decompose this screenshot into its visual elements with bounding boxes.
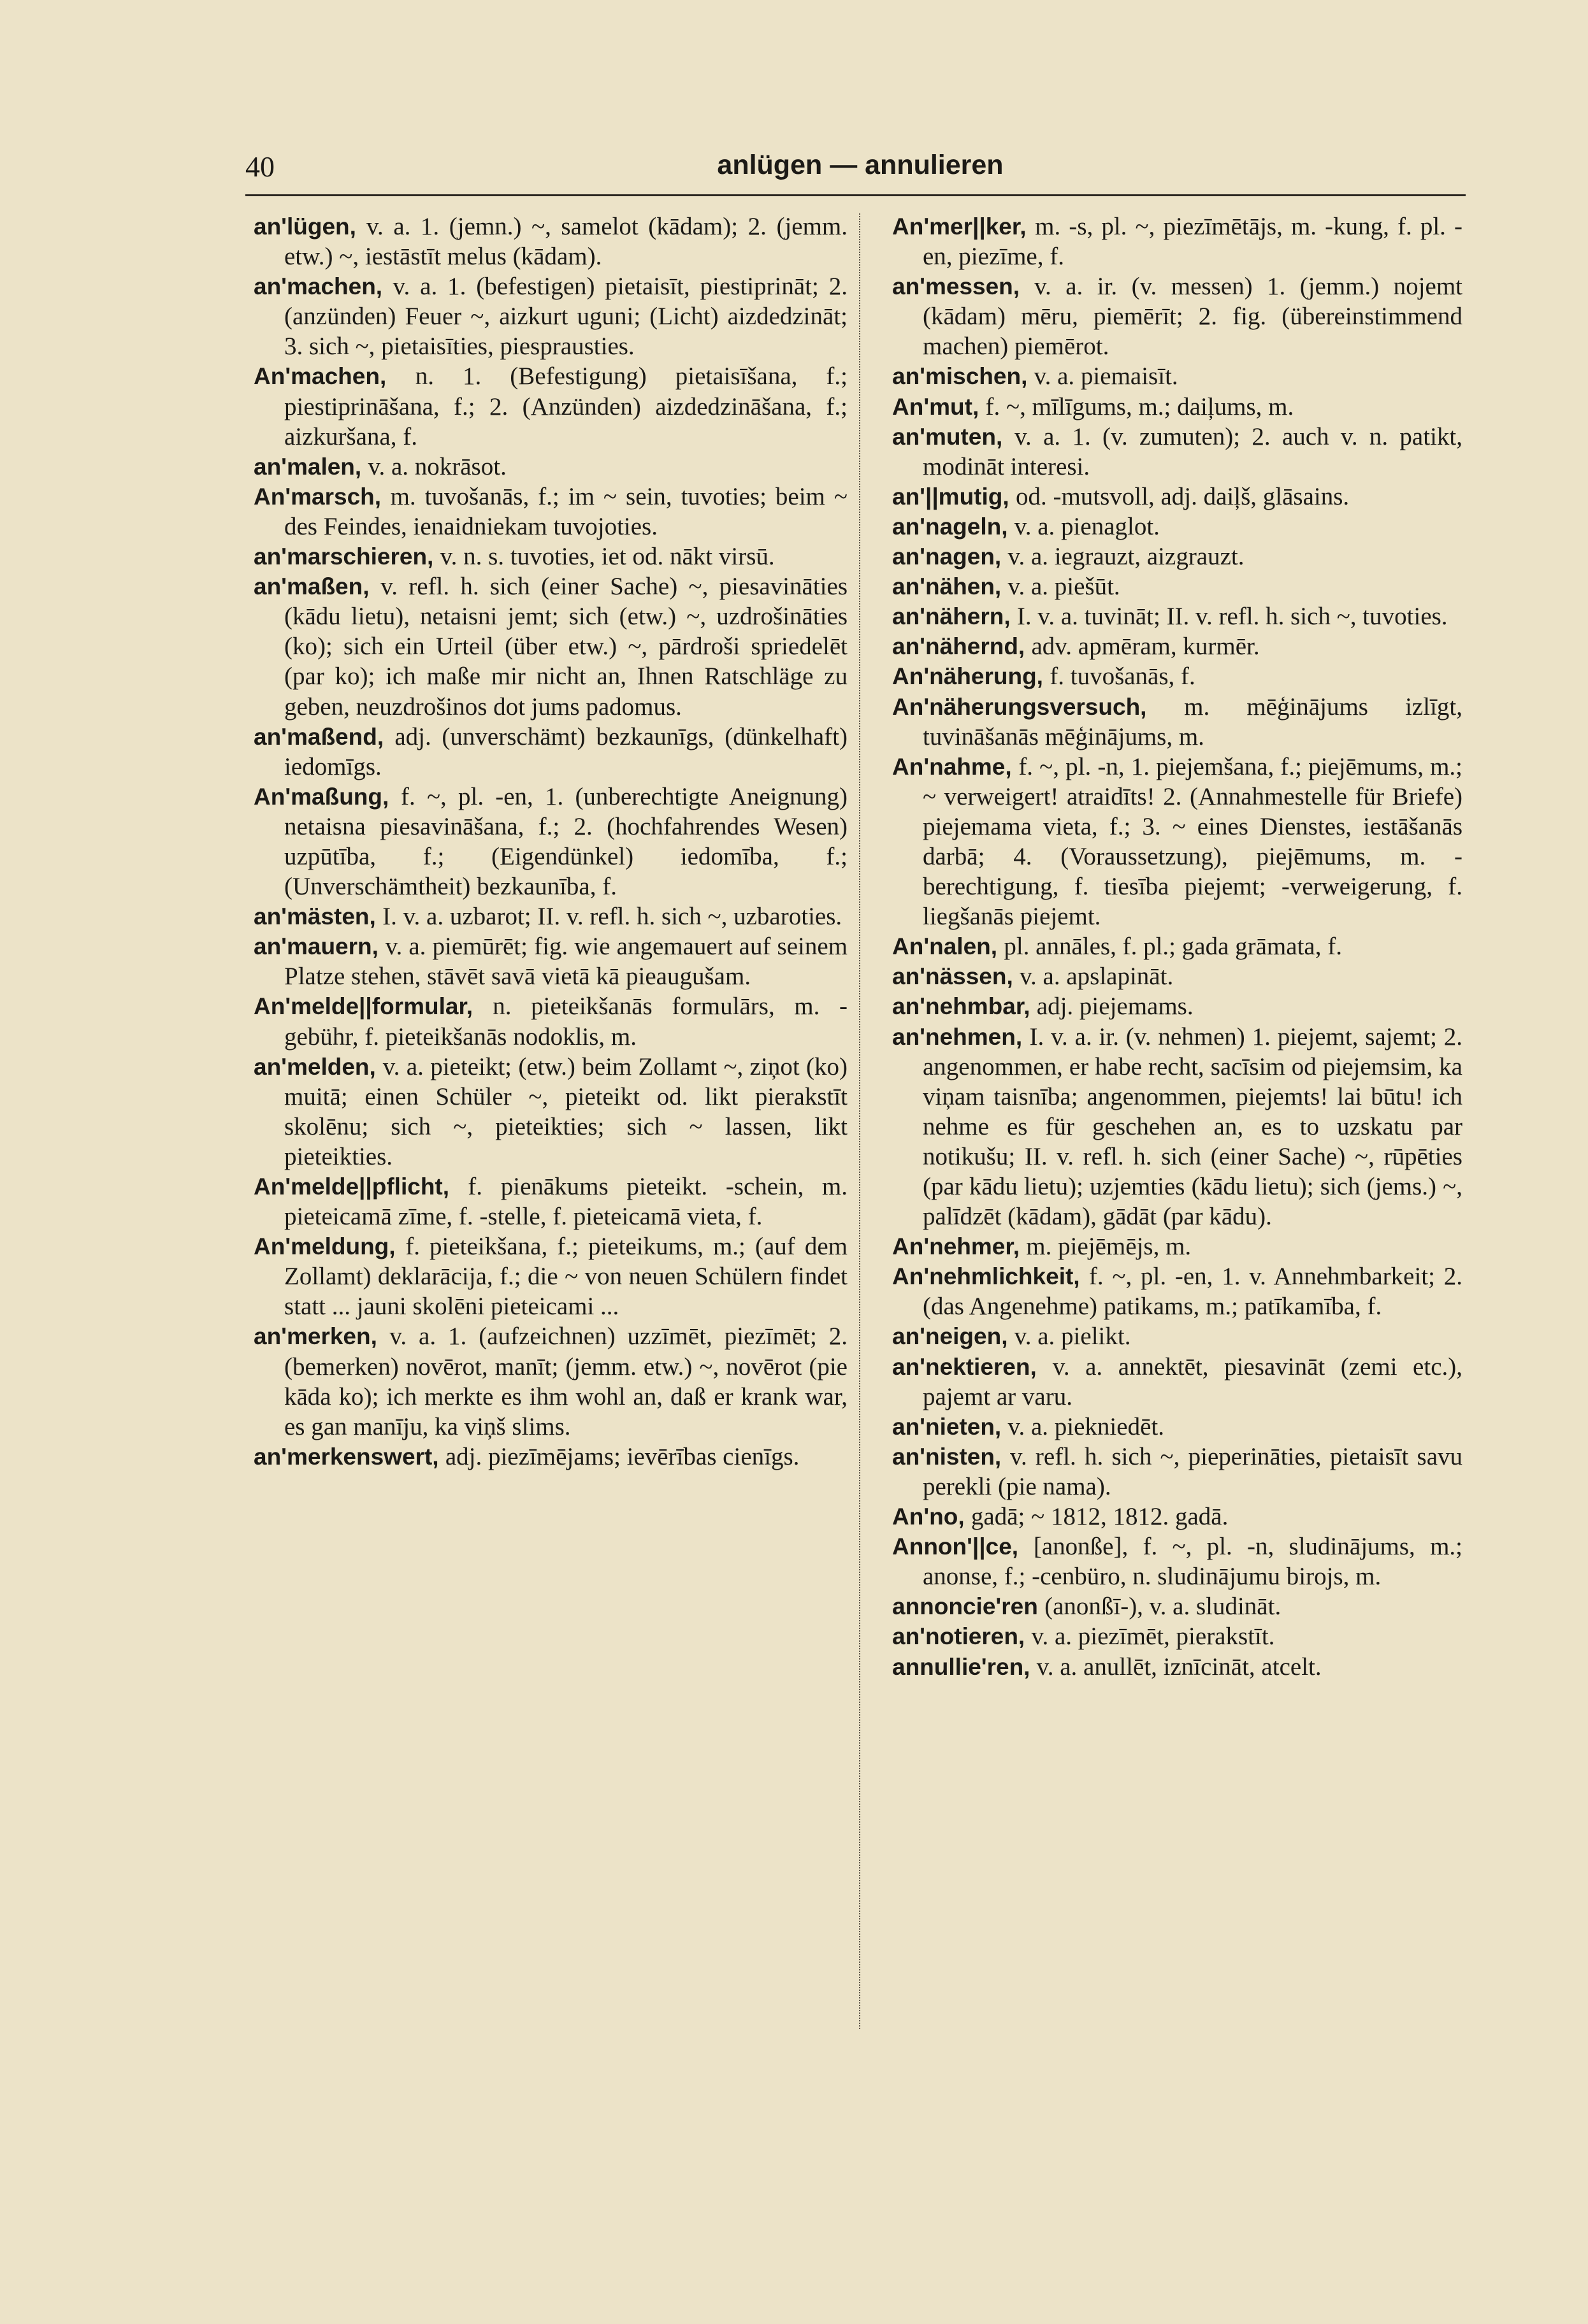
dictionary-entry	[254, 782, 848, 901]
entry-definition: v. n. s. tuvoties, iet od. nākt virsū.	[440, 543, 775, 571]
entry-definition: f. pieteikšana, f.; pieteikums, m.; (auf dem Zollamt) deklarācija, f.; die ~ von neuen Schülern findet statt ... jauni skolēni pieteicami ...	[284, 1233, 848, 1321]
dictionary-entry	[892, 212, 1462, 271]
entry-headword: an'marschieren,	[254, 543, 434, 570]
dictionary-entry	[892, 1502, 1462, 1531]
dictionary-entry	[892, 422, 1462, 482]
entry-definition: I. v. a. ir. (v. nehmen) 1. piejemt, sajemt; 2. angenommen, er habe recht, sacīsim od piejemsim, ka viņam taisnība; angenommen, piejemts! lai būtu! ich nehme es für geschehen an, es to uzskatu par notikušu; II. v. refl. h. sich (einer Sache) ~, rūpēties (par kādu lietu); uzjemties (kādu lietu); sich (jems.) ~, palīdzēt (kādam), gādāt (par kādu).	[923, 1022, 1462, 1231]
column-divider	[859, 213, 860, 2029]
entry-definition: v. a. iegrauzt, aizgrauzt.	[1007, 543, 1245, 571]
dictionary-entry	[892, 631, 1462, 661]
dictionary-entry	[892, 392, 1462, 422]
entry-definition: adj. piezīmējams; ievērības cienīgs.	[445, 1442, 800, 1470]
entry-headword: An'nalen,	[892, 933, 998, 960]
dictionary-entry	[892, 1412, 1462, 1442]
entry-headword: An'näherung,	[892, 663, 1043, 690]
entry-headword: An'maßung,	[254, 783, 389, 810]
entry-definition: m. piejēmējs, m.	[1026, 1233, 1192, 1261]
entry-headword: an'nässen,	[892, 963, 1013, 990]
dictionary-entry	[254, 1172, 848, 1231]
dictionary-entry	[254, 571, 848, 721]
dictionary-entry	[254, 991, 848, 1051]
entry-headword: annoncie'ren	[892, 1593, 1038, 1620]
entry-headword: an'mästen,	[254, 903, 376, 930]
entry-headword: an'messen,	[892, 273, 1020, 300]
entry-headword: an'nähen,	[892, 573, 1002, 600]
entry-definition: f. ~, pl. -en, 1. v. Annehmbarkeit; 2. (das Angenehme) patikams, m.; patīkamība, f.	[923, 1263, 1462, 1321]
entry-definition: f. tuvošanās, f.	[1050, 663, 1195, 691]
dictionary-entry	[892, 1261, 1462, 1321]
entry-headword: an'malen,	[254, 453, 362, 480]
dictionary-entry	[254, 901, 848, 931]
dictionary-entry	[892, 271, 1462, 361]
dictionary-entry	[892, 512, 1462, 542]
right-column	[892, 212, 1462, 1682]
entry-headword: an'maßen,	[254, 573, 370, 600]
running-head: anlügen — annulieren	[717, 150, 1004, 180]
entry-headword: an'nageln,	[892, 513, 1008, 540]
dictionary-entry	[892, 991, 1462, 1021]
entry-headword: an'nisten,	[892, 1443, 1002, 1470]
dictionary-entry	[892, 1231, 1462, 1261]
dictionary-entry	[892, 1591, 1462, 1621]
dictionary-entry	[892, 601, 1462, 631]
dictionary-entry	[892, 1352, 1462, 1412]
entry-headword: an'nehmen,	[892, 1023, 1023, 1050]
entry-definition: n. 1. (Befestigung) pietaisīšana, f.; piestiprināšana, f.; 2. (Anzünden) aizdedzināšana, f.; aizkuršana, f.	[284, 362, 848, 450]
entry-definition: v. a. anullēt, iznīcināt, atcelt.	[1036, 1653, 1322, 1681]
dictionary-entry	[892, 692, 1462, 752]
entry-definition: v. refl. h. sich ~, pieperināties, pietaisīt savu perekli (pie nama).	[923, 1442, 1463, 1500]
dictionary-entry	[892, 752, 1462, 932]
dictionary-entry	[254, 1231, 848, 1321]
entry-headword: an'neigen,	[892, 1323, 1008, 1350]
entry-definition: v. a. 1. (jemn.) ~, samelot (kādam); 2. (jemm. etw.) ~, iestāstīt melus (kādam).	[284, 213, 848, 271]
entry-definition: f. ~, pl. -en, 1. (unberechtigte Aneignung) netaisna piesavināšana, f.; 2. (hochfahrendes Wesen) uzpūtība, f.; (Eigendünkel) iedomība, f.; (Unverschämtheit) bezkaunība, f.	[284, 782, 848, 901]
dictionary-entry	[254, 542, 848, 571]
dictionary-entry	[892, 542, 1462, 571]
entry-headword: An'machen,	[254, 363, 387, 390]
dictionary-entry	[254, 271, 848, 361]
entry-headword: Annon'||ce,	[892, 1533, 1019, 1560]
entry-headword: an'maßend,	[254, 723, 384, 750]
dictionary-entry	[892, 661, 1462, 691]
entry-headword: an'nähern,	[892, 603, 1011, 630]
entry-headword: an'nektieren,	[892, 1353, 1037, 1380]
entry-definition: v. a. piezīmēt, pierakstīt.	[1031, 1623, 1275, 1651]
entry-definition: gadā; ~ 1812, 1812. gadā.	[971, 1503, 1229, 1531]
entry-headword: an'nähernd,	[892, 633, 1025, 660]
dictionary-entry	[892, 482, 1462, 512]
entry-headword: an'melden,	[254, 1053, 376, 1080]
entry-headword: an'muten,	[892, 423, 1003, 450]
entry-headword: an'machen,	[254, 273, 383, 300]
entry-definition: adv. apmēram, kurmēr.	[1031, 633, 1260, 661]
entry-headword: an'||mutig,	[892, 483, 1009, 510]
entry-definition: I. v. a. uzbarot; II. v. refl. h. sich ~, uzbaroties.	[382, 903, 842, 931]
entry-headword: an'nieten,	[892, 1413, 1002, 1440]
entry-definition: v. a. 1. (aufzeichnen) uzzīmēt, piezīmēt; 2. (bemerken) novērot, manīt; (jemm. etw.) ~, novērot (pie kāda ko); ich merkte es ihm wohl an, daß er krank war, es gan manīju, ka viņš slims.	[284, 1323, 848, 1440]
entry-definition: v. refl. h. sich (einer Sache) ~, piesavināties (kādu lietu), netaisni jemt; sich (etw.) ~, uzdrošināties (ko); sich ein Urteil (über etw.) ~, pārdroši spriedelēt (par ko); ich maße mir nicht an, Ihnen Ratschläge zu geben, neuzdrošinos dot jums padomus.	[284, 573, 848, 721]
dictionary-entry	[254, 482, 848, 542]
entry-headword: An'näherungsversuch,	[892, 693, 1147, 720]
dictionary-entry	[254, 452, 848, 482]
entry-definition: (anonßī-), v. a. sludināt.	[1044, 1593, 1281, 1621]
entry-definition: n. pieteikšanās formulārs, m. -gebühr, f. pieteikšanās nodoklis, m.	[284, 993, 848, 1051]
entry-headword: an'nagen,	[892, 543, 1002, 570]
dictionary-entry	[254, 1052, 848, 1172]
entry-definition: v. a. 1. (v. zumuten); 2. auch v. n. patikt, modināt interesi.	[923, 422, 1463, 480]
dictionary-entry	[892, 361, 1462, 391]
entry-definition: f. ~, mīlīgums, m.; daiļums, m.	[985, 392, 1294, 420]
entry-definition: I. v. a. tuvināt; II. v. refl. h. sich ~, tuvoties.	[1016, 603, 1448, 631]
entry-headword: An'mut,	[892, 393, 979, 420]
entry-headword: An'mer||ker,	[892, 213, 1027, 240]
entry-definition: v. a. pienaglot.	[1014, 512, 1160, 540]
dictionary-entry	[892, 931, 1462, 961]
entry-definition: adj. piejemams.	[1036, 993, 1194, 1021]
entry-definition: adj. (unverschämt) bezkaunīgs, (dünkelhaft) iedomīgs.	[284, 722, 848, 780]
entry-definition: v. a. pieteikt; (etw.) beim Zollamt ~, ziņot (ko) muitā; einen Schüler ~, pieteikt od. likt pierakstīt skolēnu; sich ~, pieteikties; sich ~ lassen, likt pieteikties.	[284, 1052, 848, 1170]
entry-definition: v. a. 1. (befestigen) pietaisīt, piestiprināt; 2. (anzünden) Feuer ~, aizkurt uguni; (Licht) aizdedzināt; 3. sich ~, pietaisīties, piesprausties.	[284, 273, 848, 361]
left-column	[254, 212, 848, 1472]
entry-definition: f. ~, pl. -n, 1. piejemšana, f.; piejēmums, m.; ~ verweigert! atraidīts! 2. (Annahmestelle für Briefe) piejemama vieta, f.; 3. ~ eines Dienstes, iestāšanās darbā; 4. (Voraussetzung), piejēmums, m. -berechtigung, f. tiesība piejemt; -verweigerung, f. liegšanās piejemt.	[923, 752, 1463, 931]
entry-definition: m. tuvošanās, f.; im ~ sein, tuvoties; beim ~ des Feindes, ienaidniekam tuvojoties.	[284, 482, 848, 540]
entry-definition: f. pienākums pieteikt. -schein, m. pieteicamā zīme, f. -stelle, f. pieteicamā vieta, f.	[284, 1173, 848, 1231]
entry-headword: an'merken,	[254, 1323, 377, 1350]
dictionary-entry	[892, 961, 1462, 991]
entry-definition: od. -mutsvoll, adj. daiļš, glāsains.	[1015, 482, 1350, 510]
dictionary-entry	[892, 1531, 1462, 1591]
entry-definition: pl. annāles, f. pl.; gada grāmata, f.	[1004, 933, 1342, 961]
entry-definition: v. a. piešūt.	[1007, 573, 1120, 601]
entry-headword: an'lügen,	[254, 213, 356, 240]
entry-headword: An'no,	[892, 1503, 965, 1530]
entry-definition: m. mēģinājums izlīgt, tuvināšanās mēģinājums, m.	[923, 692, 1462, 750]
entry-headword: an'nehmbar,	[892, 993, 1030, 1020]
entry-definition: v. a. annektēt, piesavināt (zemi etc.), pajemt ar varu.	[923, 1352, 1463, 1410]
dictionary-entry	[892, 1621, 1462, 1651]
entry-definition: v. a. ir. (v. messen) 1. (jemm.) nojemt (kādam) mēru, piemērīt; 2. fig. (übereinstimmend machen) piemērot.	[923, 273, 1463, 361]
entry-definition: v. a. nokrāsot.	[368, 452, 507, 480]
entry-headword: an'merkenswert,	[254, 1443, 439, 1470]
entry-headword: An'nehmlichkeit,	[892, 1263, 1080, 1290]
entry-definition: v. a. piekniedēt.	[1007, 1412, 1164, 1440]
dictionary-entry	[892, 571, 1462, 601]
entry-headword: an'mischen,	[892, 363, 1028, 390]
entry-headword: An'nahme,	[892, 753, 1012, 780]
entry-headword: An'marsch,	[254, 483, 382, 510]
dictionary-entry	[892, 1442, 1462, 1502]
entry-definition: v. a. pielikt.	[1014, 1323, 1131, 1351]
dictionary-entry	[254, 1321, 848, 1441]
page-header	[245, 150, 1466, 196]
entry-definition: m. -s, pl. ~, piezīmētājs, m. -kung, f. pl. -en, piezīme, f.	[923, 213, 1462, 271]
entry-headword: An'nehmer,	[892, 1233, 1020, 1260]
entry-definition: [anonße], f. ~, pl. -n, sludinājums, m.; anonse, f.; -cenbüro, n. sludinājumu birojs, m.	[923, 1533, 1462, 1591]
page-number: 40	[245, 150, 275, 183]
entry-headword: An'meldung,	[254, 1233, 396, 1260]
dictionary-entry	[254, 1442, 848, 1472]
entry-headword: An'melde||pflicht,	[254, 1173, 450, 1200]
entry-headword: an'notieren,	[892, 1623, 1025, 1650]
entry-definition: v. a. piemaisīt.	[1034, 362, 1178, 391]
dictionary-entry	[892, 1022, 1462, 1232]
entry-headword: annullie'ren,	[892, 1653, 1030, 1680]
entry-headword: An'melde||formular,	[254, 993, 473, 1020]
dictionary-entry	[254, 212, 848, 271]
dictionary-entry	[254, 361, 848, 451]
entry-definition: v. a. piemūrēt; fig. wie angemauert auf seinem Platze stehen, stāvēt savā vietā kā pieaugušam.	[284, 933, 848, 991]
dictionary-entry	[254, 722, 848, 782]
dictionary-entry	[892, 1652, 1462, 1682]
entry-headword: an'mauern,	[254, 933, 379, 960]
entry-definition: v. a. apslapināt.	[1020, 963, 1174, 991]
dictionary-entry	[892, 1321, 1462, 1351]
dictionary-entry	[254, 931, 848, 991]
